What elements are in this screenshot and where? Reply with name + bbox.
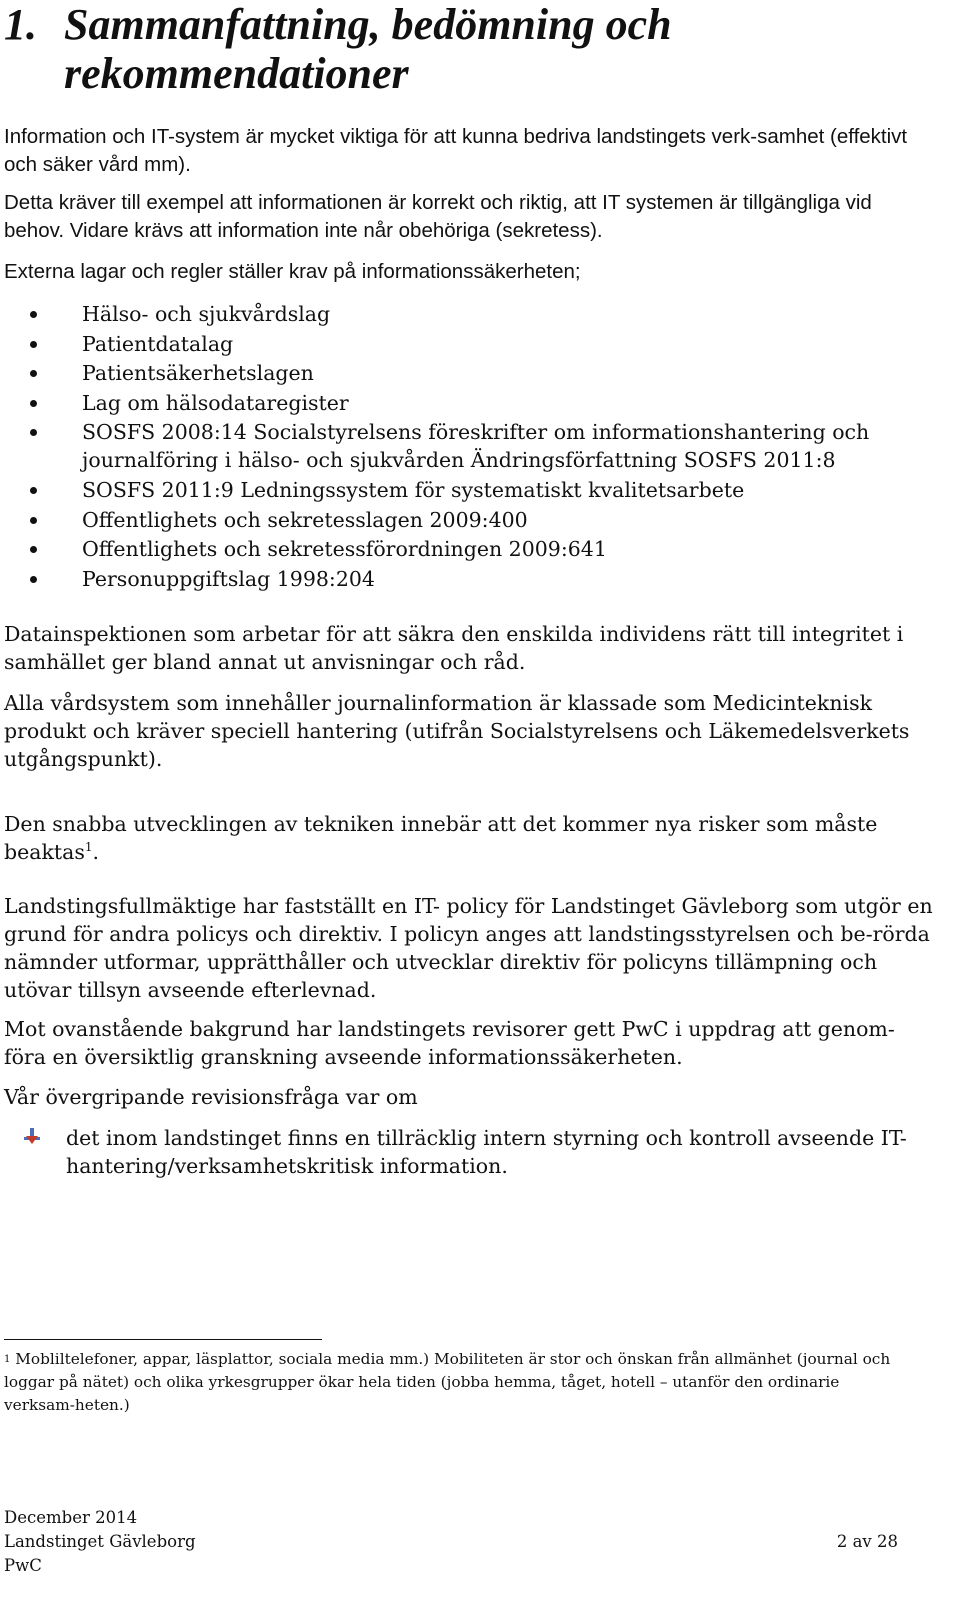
section-title-line2: rekommendationer	[64, 49, 409, 98]
footnote	[4, 1348, 904, 1417]
paragraph-utveckling: Den snabba utvecklingen av tekniken innebär att det kommer nya risker som måste beaktas$^1$.	[4, 812, 878, 864]
laws-list	[4, 300, 934, 594]
bullet-icon	[30, 370, 37, 377]
page-footer	[4, 1506, 904, 1578]
bullet-icon	[30, 487, 37, 494]
list-item: Hälso- och sjukvårdslag	[4, 300, 934, 328]
bullet-icon	[30, 341, 37, 348]
paragraph-policy: Landstingsfullmäktige har fastställt en IT- policy för Landstinget Gävleborg som utgör en grund för andra policys och direktiv. I policyn anges att landstingsstyrelsen och be-rörda nämnder utformar, upprätthåller och utvecklar direktiv för policyns tillämpning och utövar tillsyn avseende efterlevnad.	[4, 894, 933, 1002]
list-item: Lag om hälsodataregister	[4, 389, 934, 417]
footnote-reference[interactable]: 1	[84, 840, 93, 855]
intro-paragraph-2: Detta kräver till exempel att informationen är korrekt och riktig, att IT systemen är tillgängliga vid behov. Vidare krävs att information inte når obehöriga (sekretess).	[4, 191, 872, 242]
list-item: Patientsäkerhetslagen	[4, 359, 934, 387]
bullet-icon	[30, 517, 37, 524]
footer-date: December 2014	[4, 1508, 138, 1527]
section-heading	[4, 0, 934, 98]
revision-question-item	[4, 1124, 934, 1180]
page-number: 2 av 28	[836, 1532, 898, 1551]
list-item: SOSFS 2011:9 Ledningssystem för systematiskt kvalitetsarbete	[4, 476, 934, 504]
list-item: Patientdatalag	[4, 330, 934, 358]
paragraph-revisionsfraga: Vår övergripande revisionsfråga var om	[4, 1085, 418, 1109]
section-title-line1: Sammanfattning, bedömning och	[64, 0, 672, 49]
intro-paragraph-3: Externa lagar och regler ställer krav på informationssäkerheten;	[4, 260, 581, 283]
paragraph-datainspektionen: Datainspektionen som arbetar för att säkra den enskilda individens rätt till integritet i samhället ger bland annat ut anvisningar och råd.	[4, 622, 904, 674]
footnote-text: Mobliltelefoner, appar, läsplattor, sociala media mm.) Mobiliteten är stor och önskan från allmänhet (journal och loggar på nätet) och olika yrkesgrupper ökar hela tiden (jobba hemma, tåget, hotell – utanför den ordinarie verksam-heten.)	[4, 1350, 891, 1414]
section-number: 1.	[4, 0, 37, 49]
bullet-icon	[30, 576, 37, 583]
paragraph-vardsystem: Alla vårdsystem som innehåller journalinformation är klassade som Medicinteknisk produkt och kräver speciell hantering (utifrån Socialstyrelsens och Läkemedelsverkets utgångspunkt).	[4, 691, 910, 771]
footnote-marker: 1	[4, 1354, 11, 1365]
list-item: SOSFS 2008:14 Socialstyrelsens föreskrifter om informationshantering och journalföring i hälso- och sjukvården Ändringsförfattning SOSFS 2011:8	[4, 418, 934, 474]
paragraph-uppdrag: Mot ovanstående bakgrund har landstingets revisorer gett PwC i uppdrag att genom-föra en översiktlig granskning avseende informationssäkerheten.	[4, 1017, 895, 1069]
intro-paragraph-1: Information och IT-system är mycket viktiga för att kunna bedriva landstingets verk-samhet (effektivt och säker vård mm).	[4, 125, 908, 176]
footer-company: PwC	[4, 1556, 42, 1575]
footnote-divider	[4, 1339, 322, 1340]
revision-question-text: det inom landstinget finns en tillräcklig intern styrning och kontroll avseende IT-hantering/verksamhetskritisk information.	[66, 1126, 907, 1178]
list-item: Offentlighets och sekretesslagen 2009:400	[4, 506, 934, 534]
bullet-icon	[30, 311, 37, 318]
list-item: Personuppgiftslag 1998:204	[4, 565, 934, 593]
arrow-bullet-icon	[22, 1126, 42, 1146]
bullet-icon	[30, 400, 37, 407]
footer-organization: Landstinget Gävleborg	[4, 1532, 196, 1551]
bullet-icon	[30, 429, 37, 436]
list-item: Offentlighets och sekretessförordningen 2009:641	[4, 535, 934, 563]
bullet-icon	[30, 546, 37, 553]
